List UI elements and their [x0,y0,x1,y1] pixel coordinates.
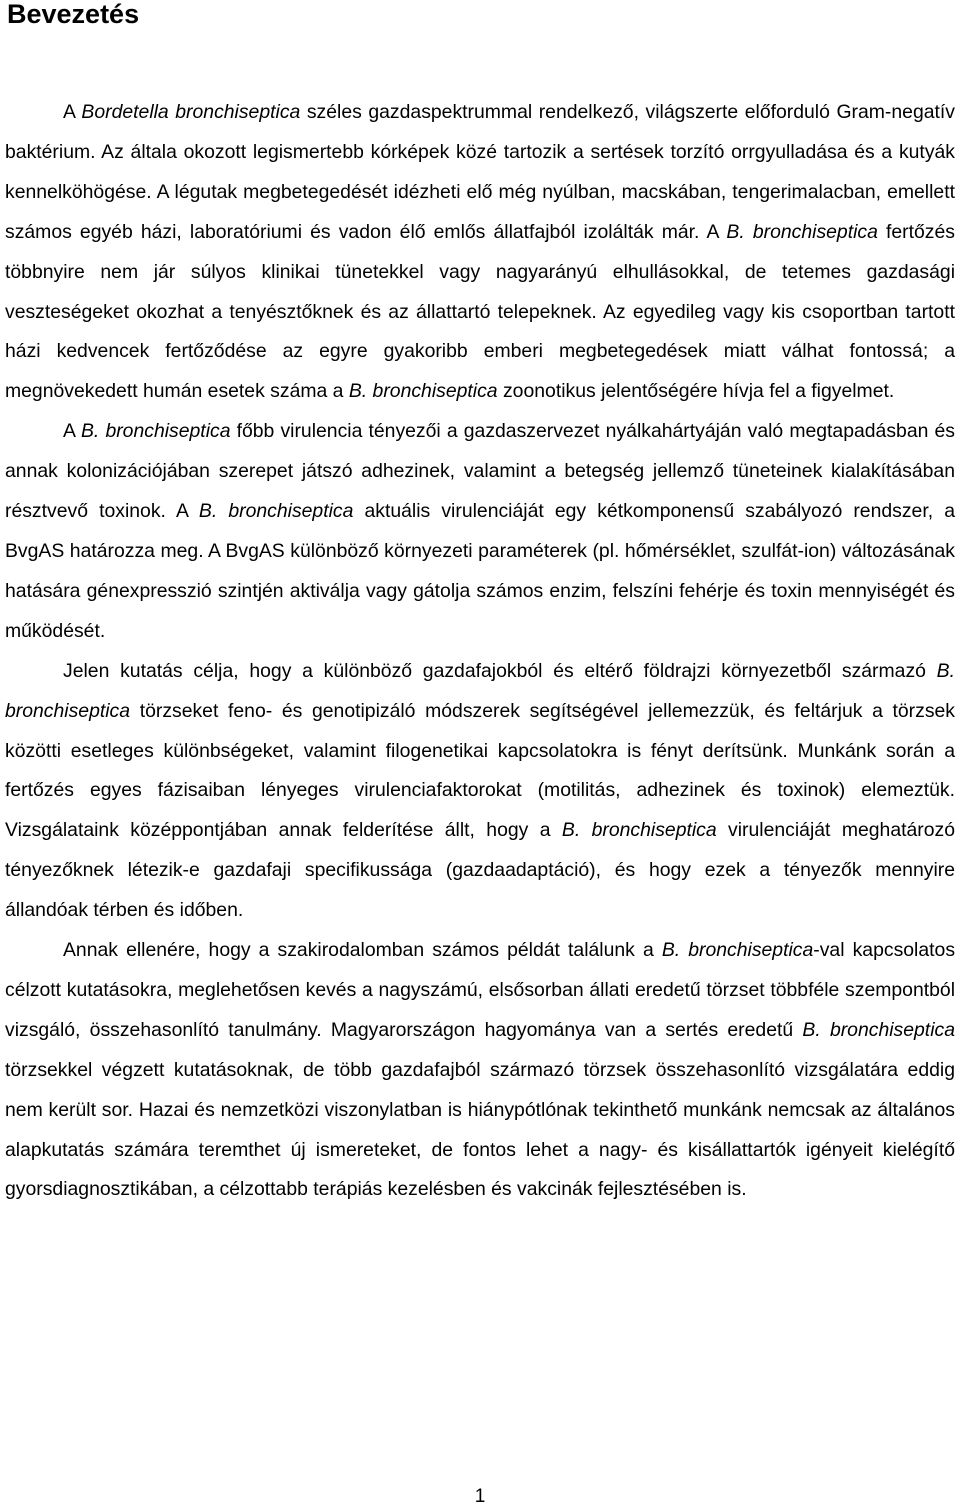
paragraph-2 [5,412,955,651]
paragraph-text: virulenciáját meghatározó tényezőknek létezik-e gazdafaji specifikussága (gazdaadaptáció), és hogy ezek a tényezők mennyire állandóak térben és időben. [5,819,955,922]
paragraph-text: fertőzés többnyire nem jár súlyos klinikai tünetekkel vagy nagyarányú elhullásokkal, de tetemes gazdasági veszteségeket okozhat a tenyésztőknek és az állattartó telepeknek. Az egyedileg vagy kis csoportban tartott házi kedvencek fertőződése az egyre gyakoribb emberi megbetegedések miatt válhat fontossá; a megnövekedett humán esetek száma a [5,220,955,403]
species-name: Bordetella bronchiseptica [81,101,301,123]
paragraph-text: -val kapcsolatos célzott kutatásokra, meglehetősen kevés a nagyszámú, elsősorban állati eredetű törzset többféle szempontból vizsgáló, összehasonlító tanulmány. Magyarországon hagyománya van a sertés eredetű [5,939,956,1041]
body-text [5,93,955,1210]
species-name: B. bronchiseptica [5,659,955,722]
paragraph-4 [5,931,955,1210]
paragraph-text: A [63,101,82,123]
paragraph-1 [5,93,955,412]
paragraph-text: Jelen kutatás célja, hogy a különböző gazdafajokból és eltérő földrajzi környezetből származó [63,659,937,682]
species-name: B. bronchiseptica [726,220,878,243]
paragraph-text: széles gazdaspektrummal rendelkező, világszerte előforduló Gram-negatív baktérium. Az általa okozott legismertebb kórképek közé tartozik a sertések torzító orrgyulladása és a kutyák kennelköhögése. A légutak megbetegedését idézheti elő még nyúlban, macskában, tengerimalacban, emellett számos egyéb házi, laboratóriumi és vadon élő emlős állatfajból izolálták már. A [5,101,955,243]
paragraph-text: A [63,420,81,443]
species-name: B. bronchiseptica [661,939,814,962]
section-heading: Bevezetés [7,0,140,29]
page-number: 1 [474,1486,486,1507]
paragraph-text: törzsekkel végzett kutatásoknak, de több gazdafajból származó törzsek összehasonlító vizsgálatára eddig nem került sor. Hazai és nemzetközi viszonylatban is hiánypótlónak tekinthető munkánk nemcsak az általános alapkutatás számára teremthet új ismereteket, de fontos lehet a nagy- és kisállattartók igényeit kielégítő gyorsdiagnosztikában, a célzottabb terápiás kezelésben és vakcinák fejlesztésében is. [5,1058,955,1201]
species-name: B. bronchiseptica [348,380,498,403]
paragraph-3 [5,652,955,931]
species-name: B. bronchiseptica [81,420,231,443]
species-name: B. bronchiseptica [198,500,354,523]
paragraph-text: főbb virulencia tényezői a gazdaszervezet nyálkahártyáján való megtapadásban és annak kolonizációjában szerepet játszó adhezinek, valamint a betegség jellemző tüneteinek kialakításában résztvevő toxinok. A [5,420,955,523]
paragraph-text: Annak ellenére, hogy a szakirodalomban számos példát találunk a [63,939,662,962]
species-name: B. bronchiseptica [802,1018,955,1041]
paragraph-text: törzseket feno- és genotipizáló módszerek segítségével jellemezzük, és feltárjuk a törzsek közötti esetleges különbségeket, valamint filogenetikai kapcsolatokra is fényt derítsünk. Munkánk során a fertőzés egyes fázisaiban lényeges virulenciafaktorokat (motilitás, adhezinek és toxinok) elemeztük. Vizsgálataink középpontjában annak felderítése állt, hogy a [5,699,955,842]
paragraph-text: aktuális virulenciáját egy kétkomponensű szabályozó rendszer, a BvgAS határozza meg. A BvgAS különböző környezeti paraméterek (pl. hőmérséklet, szulfát-ion) változásának hatására génexpresszió szintjén aktiválja vagy gátolja számos enzim, felszíni fehérje és toxin mennyiségét és működését. [5,500,955,642]
species-name: B. bronchiseptica [561,819,717,842]
paragraph-text: zoonotikus jelentőségére hívja fel a figyelmet. [497,380,895,403]
